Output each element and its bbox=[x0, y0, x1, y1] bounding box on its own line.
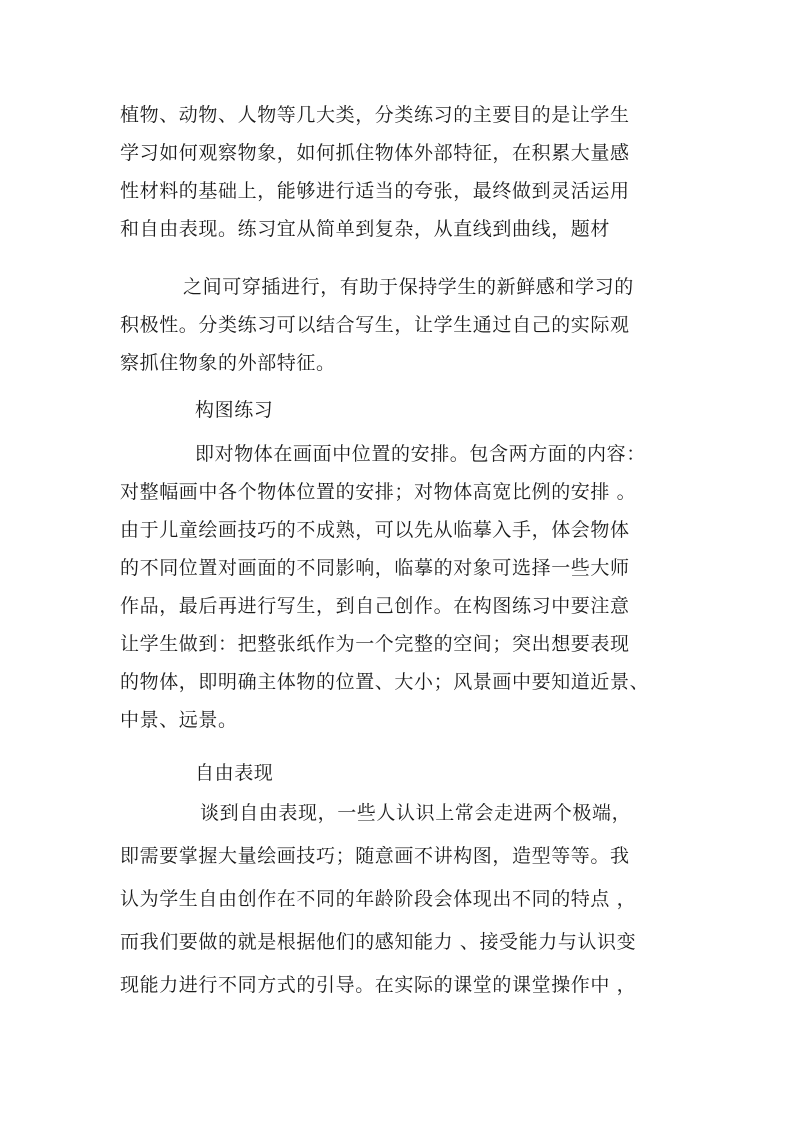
section-heading-free-expression: 自由表现 bbox=[195, 762, 274, 784]
section-heading-composition: 构图练习 bbox=[195, 399, 274, 421]
paragraph-2-line-8: 中景、远景。 bbox=[120, 709, 238, 731]
paragraph-1-line-5: 之间可穿插进行，有助于保持学生的新鲜感和学习的 bbox=[183, 276, 634, 298]
paragraph-1-line-4: 和自由表现。练习宜从简单到复杂，从直线到曲线，题材 bbox=[120, 218, 611, 240]
paragraph-3-line-2: 即需要掌握大量绘画技巧；随意画不讲构图，造型等等。我 bbox=[120, 845, 630, 867]
paragraph-2-line-5: 作品，最后再进行写生，到自己创作。在构图练习中要注意 bbox=[120, 595, 630, 617]
paragraph-1-line-6: 积极性。分类练习可以结合写生，让学生通过自己的实际观 bbox=[120, 314, 630, 336]
paragraph-2-line-1: 即对物体在画面中位置的安排。包含两方面的内容： bbox=[195, 443, 646, 465]
paragraph-3-line-4: 而我们要做的就是根据他们的感知能力 、接受能力与认识变 bbox=[120, 931, 637, 953]
paragraph-2-line-2: 对整幅画中各个物体位置的安排；对物体高宽比例的安排 。 bbox=[120, 481, 637, 503]
paragraph-2-line-7: 的物体，即明确主体物的位置、大小；风景画中要知道近景、 bbox=[120, 671, 650, 693]
paragraph-1-line-3: 性材料的基础上，能够进行适当的夸张，最终做到灵活运用 bbox=[120, 180, 630, 202]
paragraph-1-line-1: 植物、动物、人物等几大类，分类练习的主要目的是让学生 bbox=[120, 104, 630, 126]
paragraph-2-line-6: 让学生做到：把整张纸作为一个完整的空间；突出想要表现 bbox=[120, 633, 630, 655]
paragraph-1-line-7: 察抓住物象的外部特征。 bbox=[120, 352, 336, 374]
paragraph-3-line-5: 现能力进行不同方式的引导。在实际的课堂的课堂操作中 ， bbox=[120, 974, 637, 996]
paragraph-2-line-3: 由于儿童绘画技巧的不成熟，可以先从临摹入手，体会物体 bbox=[120, 519, 630, 541]
paragraph-3-line-3: 认为学生自由创作在不同的年龄阶段会体现出不同的特点 ， bbox=[120, 888, 637, 910]
paragraph-3-line-1: 谈到自由表现，一些人认识上常会走进两个极端， bbox=[200, 802, 632, 824]
paragraph-1-line-2: 学习如何观察物象，如何抓住物体外部特征，在积累大量感 bbox=[120, 142, 630, 164]
paragraph-2-line-4: 的不同位置对画面的不同影响，临摹的对象可选择一些大师 bbox=[120, 557, 630, 579]
